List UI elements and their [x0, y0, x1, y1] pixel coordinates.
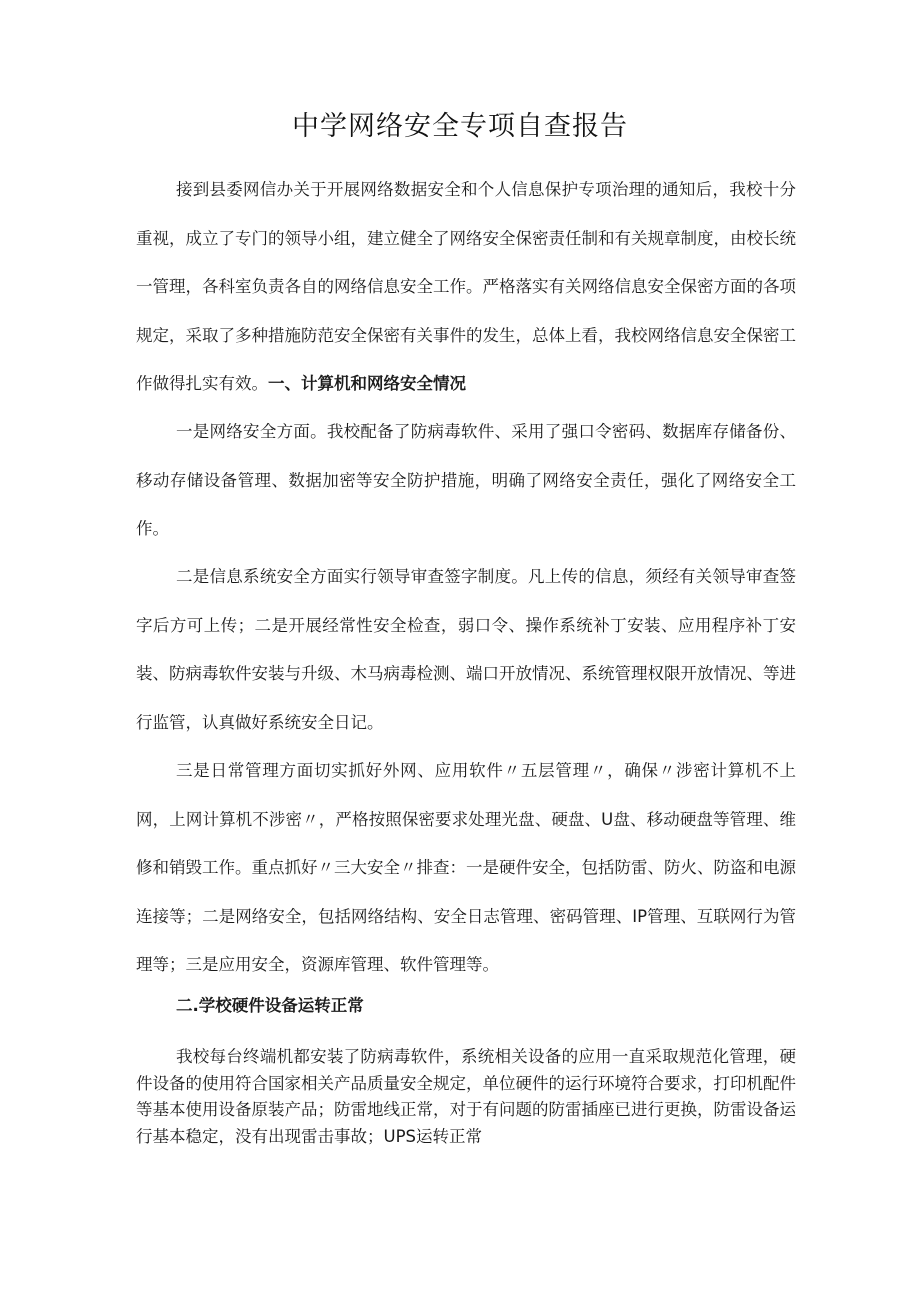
section1-heading: 一、计算机和网络安全情况 — [268, 374, 466, 393]
intro-text: 接到县委网信办关于开展网络数据安全和个人信息保护专项治理的通知后，我校十分重视，成立了专门的领导小组，建立健全了网络安全保密责任制和有关规章制度，由校长统一管理，各科室负责各自的网络信息安全工作。严格落实有关网络信息安全保密方面的各项规定，采取了多种措施防范安全保密有关事件的发生，总体上看，我校网络信息安全保密工作做得扎实有效。 — [136, 180, 796, 393]
info-system-paragraph: 二是信息系统安全方面实行领导审查签字制度。凡上传的信息，须经有关领导审查签字后方可上传；二是开展经常性安全检查，弱口令、操作系统补丁安装、应用程序补丁安装、防病毒软件安装与升级、木马病毒检测、端口开放情况、系统管理权限开放情况、等进行监管，认真做好系统安全日记。 — [136, 567, 796, 732]
hardware-paragraph: 我校每台终端机都安装了防病毒软件，系统相关设备的应用一直采取规范化管理，硬件设备的使用符合国家相关产品质量安全规定，单位硬件的运行环境符合要求，打印机配件等基本使用设备原装产品；防雷地线正常，对于有问题的防雷插座已进行更换，防雷设备运行基本稳定，没有出现雷击事故；UPS运转正常 — [136, 1047, 796, 1146]
network-security-paragraph: 一是网络安全方面。我校配备了防病毒软件、采用了强口令密码、数据库存储备份、移动存储设备管理、数据加密等安全防护措施，明确了网络安全责任，强化了网络安全工作。 — [136, 422, 796, 538]
document-title: 中学网络安全专项自查报告 — [292, 111, 628, 142]
section2-heading: 二.学校硬件设备运转正常 — [176, 996, 364, 1015]
intro-paragraph — [136, 166, 796, 409]
daily-management-paragraph: 三是日常管理方面切实抓好外网、应用软件〃五层管理〃，确保〃涉密计算机不上网，上网计算机不涉密〃，严格按照保密要求处理光盘、硬盘、U盘、移动硬盘等管理、维修和销毁工作。重点抓好〃三大安全〃排查：一是硬件安全，包括防雷、防火、防盗和电源连接等；二是网络安全，包括网络结构、安全日志管理、密码管理、IP管理、互联网行为管理等；三是应用安全，资源库管理、软件管理等。 — [136, 761, 796, 974]
